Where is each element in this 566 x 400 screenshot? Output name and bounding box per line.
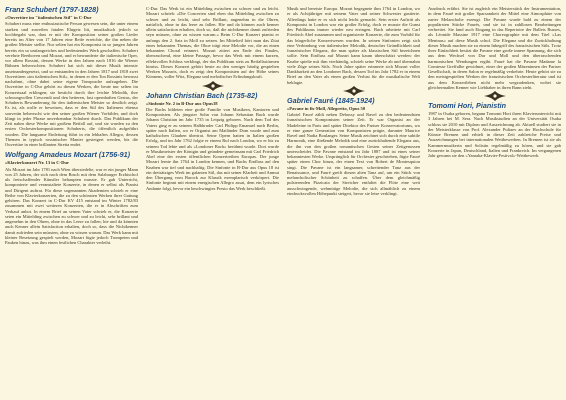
mozart-continued-text: C-Dur. Das Werk ist ein Mittelding zwischen zu schwer und zu leicht. Mozart schrieb: »Die Concerten sind eben das Mittelding zwischen zu schwer und zu leicht, sind sehr Brillant, angenehm in die Ohren, natürlich, ohne in das leere zu fallen. Hie und da können auch kenner allein satisfaction erhalten, doch so, daß die nichtkenner damit zufrieden seyn müssen, ohne zu wissen warum.« Beim C-Dur Konzert pianist er anfangs den 2. Satz in Moll zu setzen. Im Mittelteil hört man das Zitat eines bekannten Themas, die Oboe trägt eine Melodie vor, die an einen bekannten Choral erinnert. Mozart zitiert am Ende des Finales, überraschend, eine kleine Passage, bevor das Werk mit einem kurzen, effektvollen Schluss verklingt, der das Publikum stets zu Beifallsstürmen hinriss. Dieses Konzert gehört heute zu den weniger häufig gespielten Werken Mozarts, doch es zeigt den Komponisten auf der Höhe seines Könnens, voller Witz, Eleganz und melodischer Erfindungskraft. <box>146 6 279 80</box>
mozart-text: Als Mozart im Jahr 1781 nach Wien übersiedelte, war er ein junger Mann von 25 Jahren, der sich nach dem Bruch mit dem Salzburger Erzbischof als freischaffender Künstler behaupten musste. Er gab Unterricht, komponierte und veranstaltete Konzerte, in denen er selbst als Pianist und Dirigent auftrat. Für diese sogenannten Akademien schrieb er eine Reihe von Klavierkonzerten, die zu den schönsten Werken ihrer Gattung gehören. Das Konzert in C-Dur KV 415 entstand im Winter 1782/83 zusammen mit zwei weiteren Konzerten, die er in Abschriften zum Verkauf anbot. In einem Brief an seinen Vater schrieb er, die Konzerte seien ein Mittelding zwischen zu schwer und zu leicht, sehr brillant und angenehm in den Ohren, ohne in das Leere zu fallen; hie und da könnten auch Kenner allein Satisfaction erhalten, doch so, dass die Nichtkenner damit zufrieden sein müssten, ohne zu wissen warum. Das Werk kann mit kleiner Besetzung gespielt werden, Mozart fügte jedoch Trompeten und Pauken hinzu, was ihm einen festlichen Charakter verleiht. <box>5 166 138 246</box>
bach-continued-text: Musik und bereiste Europa. Mozart begegnete ihm 1764 in London, wo er als Achtjähriger mit seinem Vater und seiner Schwester gastierte. Allerdings hatte er es sich nicht leicht gemacht. Sein erster Auftritt als Komponist in London war ein großer Erfolg, doch er musste die Gunst des Publikums immer wieder neu erringen. Bach arbeitete mit Carl Friedrich Abel zusammen und organisierte Konzerte, die zum Vorbild für das bürgerliche Konzertwesen wurden. In seinen Sinfonien zeigt sich eine Verbindung von italienischer Melodik, deutscher Gründlichkeit und französischer Eleganz, die man später als klassischen Stil bezeichnen sollte. Sein Einfluss auf Mozart kann kaum überschätzt werden: der Knabe spielte mit ihm vierhändig, schrieb seine Werke ab und übernahm viele Züge seines Stils. Noch Jahre später erinnerte sich Mozart voller Dankbarkeit an den Londoner Bach, dessen Tod im Jahr 1782 er in einem Brief an den Vater als einen großen Verlust für die musikalische Welt beklagte. <box>287 6 420 85</box>
bach-subheading: »Sinfonie Nr. 2 in B-Dur aus Opus18 <box>146 100 218 106</box>
ornament-divider <box>146 80 279 92</box>
faure-subheading: »Pavane in fis-Moll, Allegretto, Opus 50 <box>287 105 366 111</box>
faure-text: Gabriel Fauré zählt neben Debussy und Ravel zu den bedeutendsten französischen Komponisten seiner Zeit. Er war Organist an der Madeleine in Paris und später Direktor des Pariser Konservatoriums, wo er eine ganze Generation von Komponisten prägte, darunter Maurice Ravel und Nadia Boulanger. Seine Musik zeichnet sich durch eine subtile Harmonik, eine fließende Melodik und eine zurückhaltende Eleganz aus, die ihn von den großen romantischen Gesten seiner Zeitgenossen unterscheidet. Die Pavane entstand im Jahr 1887 und ist eines seiner bekanntesten Werke. Ursprünglich für Orchester geschrieben, fügte Fauré später einen Chor hinzu, der einen Text von Robert de Montesquiou singt. Die Pavane ist ein langsamer, schreitender Tanz aus der Renaissance, und Fauré greift diesen alten Tanz auf, um ein Stück von melancholischer Schönheit zu schaffen. Über dem gleichmäßig pulsierenden Pizzicato der Streicher entfaltet die Flöte eine weit ausschwingende, wehmütige Melodie, die sich allmählich zu einem eindrucksvollen Höhepunkt steigert, bevor sie leise verklingt. <box>287 112 420 196</box>
column-4 <box>428 6 561 158</box>
ornament-icon <box>341 85 367 97</box>
schubert-heading: Franz Schubert (1797-1828) <box>5 5 99 14</box>
hori-heading: Tomomi Hori, Pianistin <box>428 101 507 110</box>
schubert-subheading: »Ouvertüre im "italienischen Stil" in C-Dur <box>5 15 92 20</box>
bach-text: Die Bachs bildeten eine große Familie von Musikern, Kantoren und Komponisten. Als jüngster Sohn von Johann Sebastian Bach wurde Johann Christian im Jahr 1735 in Leipzig geboren. Nach dem Tod des Vaters ging er zu seinem Halbbruder Carl Philipp Emanuel nach Berlin, später nach Italien, wo er Organist am Mailänder Dom wurde und zum katholischen Glauben übertrat. Seine Opern hatten in Italien großen Erfolg, und im Jahr 1762 folgte er einem Ruf nach London, wo er bis zu seinem Tod lebte und als »Londoner Bach« berühmt wurde. Dort wurde er Musikmeister der Königin und gründete gemeinsam mit Carl Friedrich Abel eine der ersten öffentlichen Konzertreihen Europas. Der junge Mozart lernte ihn 1764 in London kennen, und Bachs Einfluss auf den Knaben war tief und nachhaltig. Die Sinfonie in B-Dur aus Opus 18 ist ein dreisätziges Werk im galanten Stil, das mit seiner Klarheit und Anmut den Übergang vom Barock zur Klassik exemplarisch verkörpert. Die Sinfonie beginnt mit einem energischen Allegro assai, dem ein lyrisches Andante folgt, bevor ein beschwingtes Presto das Werk beschließt. <box>146 106 279 191</box>
mozart-heading: Wolfgang Amadeus Mozart (1756-91) <box>5 150 131 160</box>
column-1 <box>5 6 138 245</box>
hori-text: 1987 in Osaka geboren, begann Tomomi Hori ihren Klavierunterricht mit 3 Jahren bei M. Sera. Nach Musikstudien an der Universität Osaka schloss sie 2010 mit Diplom und Auszeichnung ab. Aktuell studiert sie in der Meisterklasse von Prof. Alexander Puliaev an der Hochschule für Künste Bremen und erhielt in dieser Zeit zahlreiche Preise und Auszeichnungen bei internationalen Wettbewerben. In Bremen ist sie als Kammermusikerin und Solistin regelmäßig zu hören, und sie gab Konzerte in Japan, Deutschland, Italien und Frankreich. Im vergangenen Jahr gewann sie den »Yamaha-Klavier-Festival«-Wettbewerb. <box>428 111 561 158</box>
schubert-text: Schubert muss eine enthusiastische Person gewesen sein, die unter einem starken und zuweilen fatalen Ehrgeiz litt, musikalisch jedoch so hochbegabt war, dass er mit der Komposition seiner großen Lieder bereits im Alter von 17 Jahren eine Reife erreichte, die ihn neben die großen Meister stellte. Nur selten hat ein Komponist in so jungen Jahren bereits ein so umfangreiches und bedeutendes Werk geschaffen. Schubert verehrte Beethoven und Mozart, und er bewunderte die italienische Oper, vor allem Rossini, dessen Werke in den Jahren nach 1816 die Wiener Bühnen beherrschten. Schubert hat sich mit dieser Musik intensiv auseinandergesetzt, und so entstanden in den Jahren 1817 und 1818 zwei Ouvertüren »im italienischen Stil«, in denen er den Ton Rossinis bewusst nachahmt, ohne dabei seine eigene Tonsprache aufzugeben. Die Ouvertüre in C-Dur gehört zu diesen Werken, die heute nur selten im Konzertsaal erklingen; sie besticht durch ihre leichte Melodik, ihre schwungvollen Crescendi und den heiteren, fast opernhaften Gestus, der Schuberts Bewunderung für den italienischen Meister so deutlich zeigt. Es ist, als wolle er beweisen, dass er den Stil des Italieners ebenso souverän beherrscht wie den seiner großen Wiener Vorbilder, und doch klingt in jeder Phrase unverkennbar Schubert durch. Das Publikum der Zeit nahm diese Werke mit großem Beifall auf, und sie wurden zu den ersten Orchesterkompositionen Schuberts, die öffentlich aufgeführt wurden. Die langsame Einleitung führt in ein lebhaftes Allegro, dessen Themen in typisch rossinischer Manier gesteigert werden, bis die Ouvertüre in einer brillanten Stretta endet. <box>5 21 138 148</box>
faure-continued-text: Ausdruck erfährt. Sie ist zugleich ein Meisterstück der Instrumentation, in dem Fauré mit großer Sparsamkeit der Mittel eine Atmosphäre von zarter Melancholie erzeugt. Die Pavane wurde bald zu einem der populärsten Stücke Faurés, und sie ist in zahllosen Bearbeitungen verbreitet. Sie fand auch Eingang in das Repertoire der Ballets Russes, als Léonide Massine 1917 eine Choreographie mit dem Titel »Las Meninas« auf diese Musik schuf. Die Eleganz und die Zurückhaltung dieser Musik machen sie zu einem Inbegriff des französischen Stils. Trotz ihrer Einfachheit besitzt die Pavane eine große innere Spannung, die sich aus dem Wechsel von Dur und Moll und den überraschenden harmonischen Wendungen ergibt. Fauré hat die Pavane Madame la Comtesse Greffulhe gewidmet, einer der großen Mäzeninnen der Pariser Gesellschaft, in deren Salon er regelmäßig verkehrte. Heute gehört sie zu den meistgespielten Werken der französischen Orchesterliteratur und ist aus dem Konzertleben nicht mehr wegzudenken, wobei sie gleichermaßen Kenner wie Liebhaber in ihren Bann zieht. <box>428 6 562 90</box>
bach-heading: Johann Christian Bach (1735-82) <box>146 90 258 100</box>
ornament-icon <box>200 80 226 92</box>
column-2 <box>146 6 279 191</box>
ornament-divider-2 <box>287 85 420 97</box>
column-3 <box>287 6 420 196</box>
faure-heading: Gabriel Fauré (1845-1924) <box>287 95 375 105</box>
mozart-subheading: »Klavierkonzert Nr. 13 in C-Dur <box>5 160 70 166</box>
